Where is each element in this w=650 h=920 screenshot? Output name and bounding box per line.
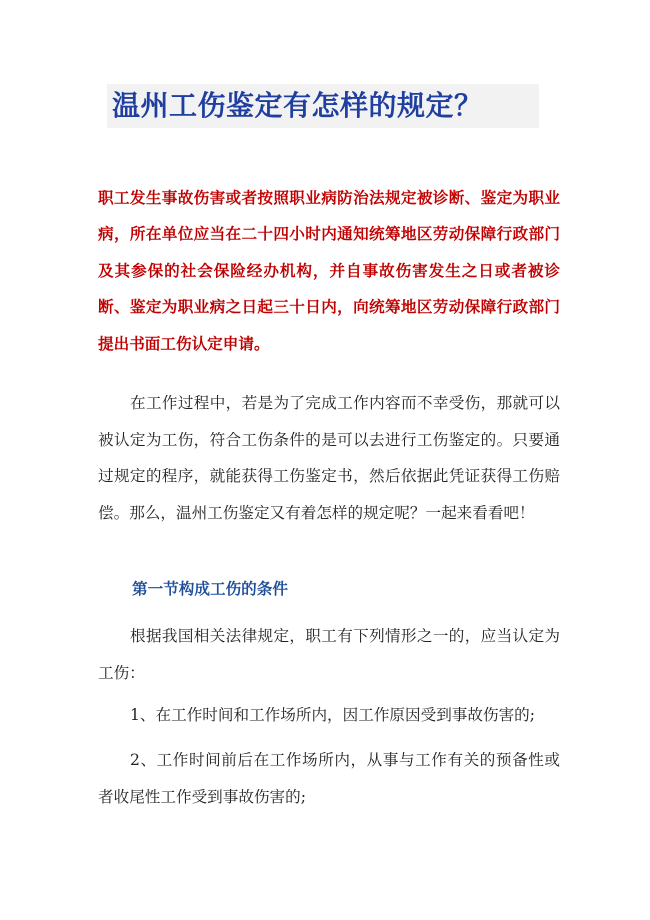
body-paragraph-1: 在工作过程中，若是为了完成工作内容而不幸受伤，那就可以被认定为工伤，符合工伤条件的是可以去进行工伤鉴定的。只要通过规定的程序，就能获得工伤鉴定书，然后依据此凭证获得工伤赔偿。那么，温州工伤鉴定又有着怎样的规定呢？一起来看看吧！ [98,394,560,522]
page-title: 温州工伤鉴定有怎样的规定？ [112,89,483,122]
body-paragraph-2: 根据我国相关法律规定，职工有下列情形之一的，应当认定为工伤： [98,627,560,682]
section-title: 第一节构成工伤的条件 [132,580,288,598]
list-item: 2、工作时间前后在工作场所内，从事与工作有关的预备性或者收尾性工作受到事故伤害的; [98,751,560,806]
intro-paragraph: 职工发生事故伤害或者按照职业病防治法规定被诊断、鉴定为职业病，所在单位应当在二十四小时内通知统筹地区劳动保障行政部门及其参保的社会保险经办机构，并自事故伤害发生之日或者被诊断、鉴定为职业病之日起三十日内，向统筹地区劳动保障行政部门提出书面工伤认定申请。 [98,189,560,353]
list-item: 1、在工作时间和工作场所内，因工作原因受到事故伤害的; [130,706,536,724]
